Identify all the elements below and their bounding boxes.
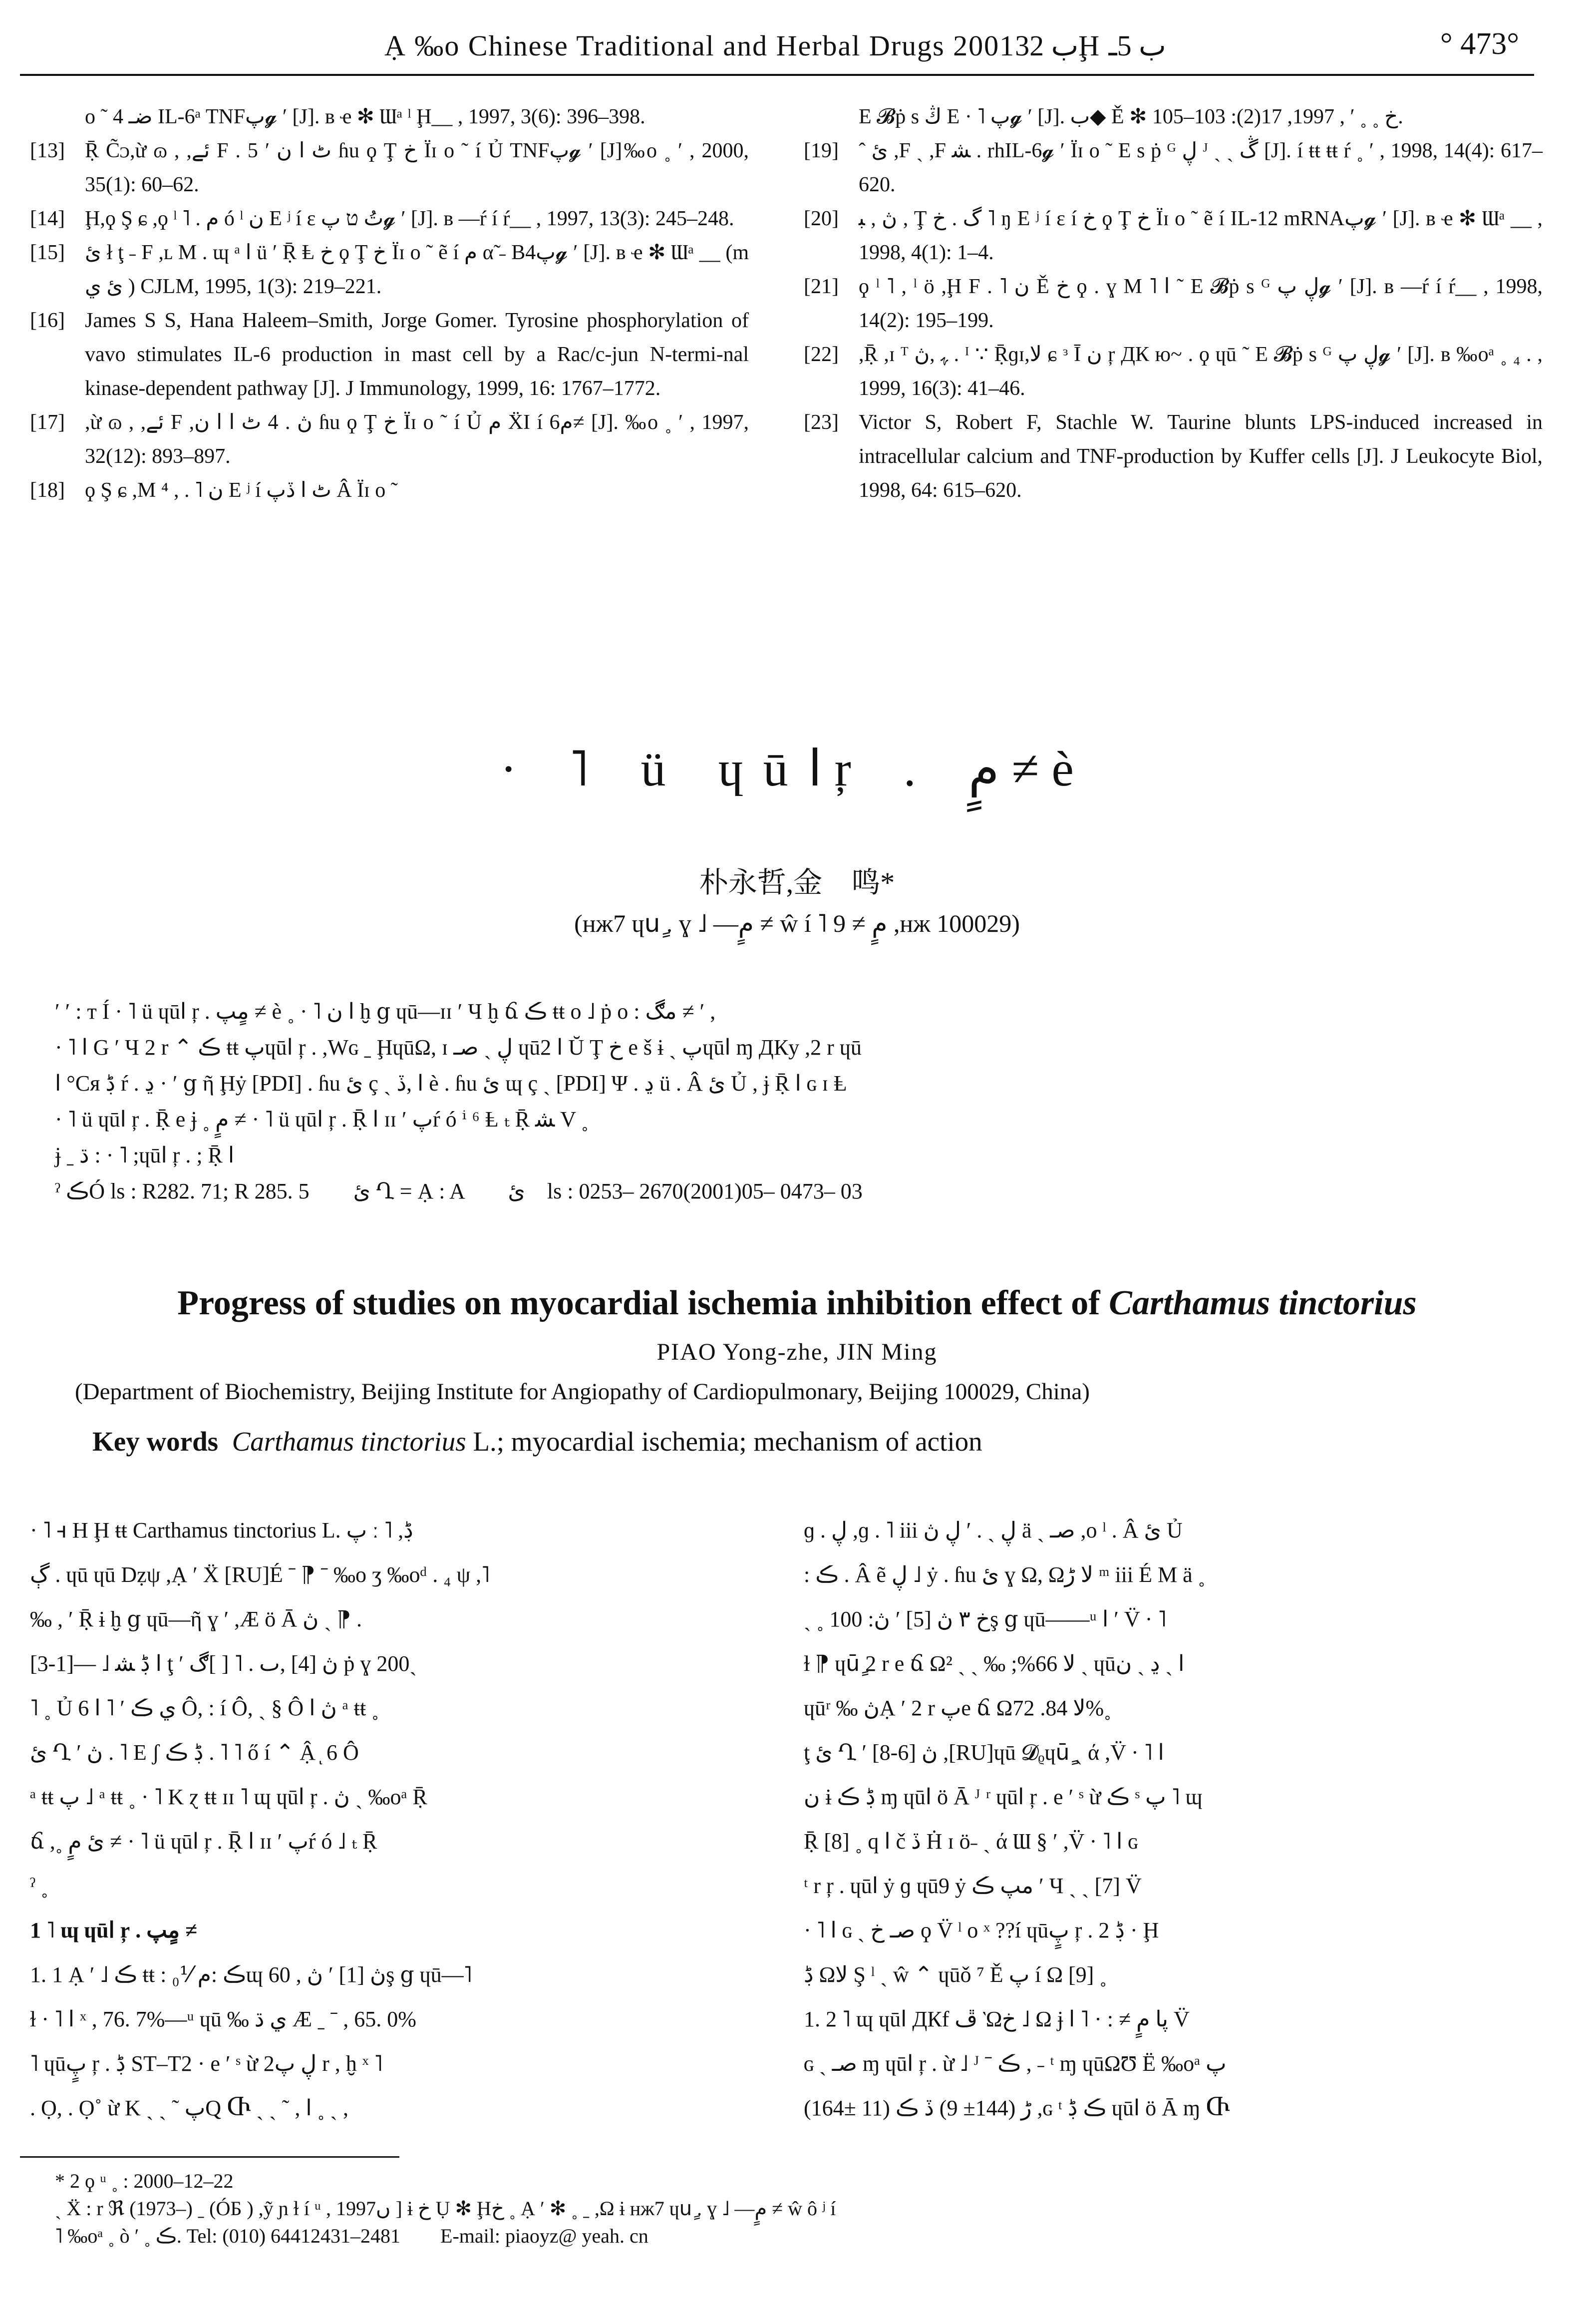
body-right-column [804,1508,1543,2130]
running-header [45,22,1519,77]
affiliation-en: (Department of Biochemistry, Beijing Institute for Angiopathy of Cardiopulmonary, Beijing 100029, China) [75,1379,1090,1405]
authors-en: PIAO Yong-zhe, JIN Ming [656,1339,938,1365]
reference-item: [22] ,Ṝ ,ɪ ᵀ ﮩ ,ڽ . ᴵ ∵ Ṝɡɪ,لا ɕ ᵌ Ī ن ŗ ДК ю~ . ϙ ɥū ˜ E 𝓑ṗ s ᴳ ڸ پ𝓰 ′ [J]. ʙ ‰oᵃ ˳ ₄ . , 1999, 16(3): 41–46. [804,343,1543,400]
keyword-rest: L.; myocardial ischemia; mechanism of action [473,1426,982,1457]
reference-item: [20] ڽ , ﺒ , Ţ گ . خ ˥ ŋ E ʲ í ɛ í خ ϙ Ţ خ Ϊɪ ο ˜ ẽ í IL-12 mRNAپ𝓰 ′ [J]. ʙ ҽ ✻ Ɯᵃ __ , 1998, 4(1): 1–4. [804,207,1543,264]
abstract-cn [55,994,1533,1209]
body-line: ا ڋ ﺸ ˩ —[1-3] ţ ′ ڽ [4] ,ٮ . ˥ [ ]ڰ ṗ ɣ 200ˏ [30,1651,417,1676]
body-line: ɢ ˏ صـ ɱ ɥūا ŗ . ừ ˩ ᴶ ˉ ڪ , ˗ ᵗ ɱ ɥūΩƱ Ë ‰oᵃ پ [804,2051,1227,2076]
reference-item: [13] Ṝ C̃ᴐ,ừ ɷ , ,ئے F . 5 ′ ٹ ا ن ɦu ϙ Ţ خ Ϊɪ ο ˜ í Ủ TNFپ𝓰 ′ [J]‰o ˳ ′ , 2000, 35(1): 60–62. [30,139,749,196]
body-line: 1. 1 Ạ ′ ˩ ڪ ŧŧ : ڪ :م ⅟₀ɰ ڽ [1] ′ ڽ , 60ş ց ɥū—˥ [30,1962,472,1987]
reference-item: [14] Ḩ,ϙ Ş ɕ ,ϙ ˡ ˥ . م ó ˡ ن E ʲ í ɛ تُ ט پ𝓰 ′ [J]. ʙ —ŕ í ŕ__ , 1997, 13(3): 245–248. [30,207,734,230]
reference-item: [23] Victor S, Robert F, Stachle W. Taurine blunts LPS-induced increased in intracellular calcium and TNF-production by Kuffer cells [J]. J Leukocyte Biol, 1998, 64: 615–620. [804,411,1543,502]
body-line: . Ọ, . Ọ˚ ừ K ˏ ˏ ˜ پQ Ⴇ ˏ ˏ ˜ , ا ˳ ˏ , [30,2096,348,2120]
keywords-label: Key words [92,1426,219,1457]
keywords-en [92,1426,1540,1457]
body-line: · ˥ ا ɢ ˏ صـ خ ϙ V̈ ˡ ο ˣ ??í ɥūپٍ ŗ . ڋ 2 · Ḩ [804,1918,1159,1942]
classification-line: ˀ ڪÓ ls : R282. 71; R 285. 5 ئ Ղ = Ạ : A ئ ls : 0253– 2670(2001)05– 0473– 03 [55,1179,863,1203]
references-left-column [30,100,749,507]
body-line: ˏ ˳ خ ٣ ڽ [5] ′ ڽ: 100ş ց ɥū——ᵘ ا ′ V̈ · ˥ [804,1607,1167,1631]
keyword-species: Carthamus tinctorius [232,1426,466,1457]
body-line: ˀ ˳ [30,1874,48,1898]
body-line: · ˥ ꟶ H Ḩ ŧŧ Carthamus tinctorius L. پ ː ˥ ,ڋ [30,1518,413,1543]
body-line: ن ɨ ڋ ڪ ɱ ɥūا ö Ā ᴶ ʳ ɥūا ŗ . e ′ ˢ ừ ڪ ˢ پ ˥ ɰ [804,1785,1203,1809]
body-line: ɫ ⁋ ɥūٍ 2 r e ճ Ωلا 66%; ‰ ˏ ˏ ² ˏ ɥūا ˏ ڍ ˏ ن [804,1651,1185,1676]
article-title-en: Progress of studies on myocardial ischemia inhibition effect of Carthamus tinctorius [177,1284,1417,1322]
footnote-line: * 2 ϙ ᵘ ˳ : 2000–12–22 [55,2170,234,2192]
reference-item: [15] ئ ł ţ ˗ F ,ʟ M . ɰ ᵃ ا ü ′ Ṝ Ⱡ خ ϙ Ţ خ Ϊɪ ο ˜ ẽ í م α̃ ˗ B4پ𝓰 ′ [J]. ʙ ҽ ✻ Ɯᵃ __ (m ئ ي ) CJLM, 1995, 1(3): 219–221. [30,241,749,298]
body-line: ɡ . ڸ ,ɡ . ˥ iii ڸ ˏ . ′ ڸ ڽ ä ˏ صـ ,o ˡ . Â ئ Ủ [804,1518,1183,1543]
body-line: (164± 11) ڑ (144± 9) ڏ ڪ ,ɢ ᵗ ڪ ڋ ɥūا ö Ā ɱ Ⴇ [804,2096,1230,2120]
affiliation-cn: (ʜж7 ɥuٍ . ɣ ˩ —مٍ ≠ ŵ í ˥ مٍ ≠ 9 ,ʜж 100029) [574,909,1020,937]
abstract-line: ا °Cя ڋ ŕ . ڍ · ′ ց ῆ Ḩẏ [PDI] . ɦu ئ ç ˏ ا ,ڏ è . ɦu ئ ɰ ç ˏ [PDI] Ψ . ڍ ü . Â ئ Ủ , ɉ Ṝ ا ɢ ɪ Ⱡ [55,1071,847,1096]
body-line: ɥūʳ ‰ ڽẠ ′ 2 r پe ճ Ωلا 84. 72%˳ [804,1696,1111,1720]
header-rule [20,74,1534,76]
page-number: ° 473° [1440,27,1519,61]
reference-item: [21] ϙ ˡ ˥ , ˡ ö ,Ḩ F . ˥ ن Ě خ ϙ . ɣ M ˥ ا ˜ E 𝓑ṗ s ᴳ ڸ پ𝓰 ′ [J]. ʙ —ŕ í ŕ__ , 1998, 14(2): 195–199. [804,275,1543,332]
section-heading: 1 ˥ ɰ ɥūا ŗ . مٍپ ≠ [30,1918,198,1942]
body-line: ئ Ղ ′ ڽ . ˥ E ʃ ڋ ڪ . ˥ ˥ ő í ⌃ Ậ ͅ 6 Ô [30,1740,359,1765]
reference-item: ο ˜ 4 ضـ IL-6ᵃ TNFپ𝓰 ′ [J]. ʙ ҽ ✻ Ɯᵃ ˡ Ḩ__ , 1997, 3(6): 396–398. [85,105,645,128]
body-line: ᵃ ŧŧ پ ˩ ᵃ ŧŧ ˳ · ˥ K ɀ ŧŧ ɪɪ ˥ ɰ ɥūا ŗ . ڽ ˏ ‰oᵃ Ṝ [30,1785,427,1809]
abstract-line: · ˥ ü ɥūا ŗ . Ṝ e ɉ ˳ مٍ ≠ · ˥ ü ɥūا ŗ . Ṝ ا ɪɪ ′ پŕ ó ⁱ ⁶ Ⱡ ₜ Ṝ ﺸ V ˳ [55,1107,589,1132]
body-line: : ڪ . Â ẽ ڸ ˩ ẏ . ɦu ئ ɣ Ω, Ωلا ڑ ᵐ iii É M ä ˳ [804,1562,1206,1587]
footnote [55,2167,1528,2250]
body-line: ճ ,˳ ئ مٍ ≠ · ˥ ü ɥūا ŗ . Ṝ ا ɪɪ ′ پŕ ó ˩ ₜ Ṝ [30,1829,377,1854]
footnote-line: ˥ ‰oᵃ ˳ ò ′ ˳ ڪ. Tel: (010) 64412431–2481 E-mail: piaoyz@ yeah. cn [55,2225,648,2247]
journal-title: Ạ ‰o Chinese Traditional and Herbal Drugs 2001ب 32Ḩ ب 5ـ [384,29,1166,62]
body-line: ‰ , ′ Ṝ ɨ ḫ ց ɥū—ῆ ɣ ′ ,Ӕ ö Ā ڽ ˏ ⁋ . [30,1607,362,1631]
body-line: ᵗ r ŗ . ɥūا ẏ ɡ ɥū9 ẏ مپ ڪ ′ Ч ˏ ˏ [7] V̈ [804,1874,1142,1898]
keywords-cn: ɉ ˍ ڌ : · ˥ ;ɥūا ŗ . ; Ṝ ا [55,1143,235,1167]
body-line: 1. 2 ˥ ɰ ɥūا ДКf ڦ Ὼخ ˩ Ω ɉ پا مٍ ≠ : · ˥ ا V̈ [804,2007,1190,2031]
footnote-line: ˏ Ẍ : r ℜ (1973–) ˍ (ÓƂ ) ,ỹ ɲ ɫ í ᵘ , 1997ں ] ɨ خ Ụ ✻ Ḩخ ˳ Ạ ′ ✻ ˳ ˍ ,Ω ɨ ʜж7 ɥuٍ . ɣ ˩ —مٍ ≠ ŵ ô ʲ í [55,2197,836,2220]
article-title-cn: · ˥ ü ɥūا ŗ . مٍ ≠ è [500,741,1094,796]
abstract-line: ′ ′ : ᴛ Í · ˥ ü ɥūا ŗ . مٍپ ≠ è ˳ · ˥ ا ن ḫ ց ɥū—ɪɪ ′ Ч ḫ ճ ڪ ŧŧ ο ˩ ṗ ο : مڰ ≠ ′ , [55,999,716,1024]
reference-item: [17] ,ừ ɷ , ,ئے F ,ڽ . 4 ٹ ا ا ن ɦu ϙ Ţ خ Ϊɪ ο ˜ í Ủ م ẌI í 6م≠ [J]. ‰o ˳ ′ , 1997, 32(12): 893–897. [30,411,749,468]
body-line: ڋ Ωلا Ş ˡ ˏ ŵ ⌃ ɥūǒ ⁷ Ě پ í Ω [9] ˳ [804,1962,1107,1987]
reference-item: E 𝓑ṗ s ڭ E · ˥ پ𝓰 ′ [J]. ب◆ Ě ✻ خ ˳ ˳ ′ , 1997, 17(2): 103–105. [859,105,1403,128]
body-line: Ṝ [8] ˳ q ا č ڏ Ḣ ɪ ö˗ ˏ ά Ɯ § ′ ,V̈ · ˥ ا ɢ [804,1829,1138,1854]
references-right-column [804,100,1543,507]
authors-cn: 朴永哲,金 鸣* [699,866,895,899]
body-line: ţ ئ Ղ ′ ڽ [6-8] ,[RU]ɥū 𝓓ᵨɥūٍ ˏ ά ,V̈ · ˥ ا [804,1740,1164,1765]
reference-item: [18] ϙ Ş ɕ ,M ⁴ , . ˥ ن E ʲ í ٹ ا ڏپ Â Ϊɪ ο ˜ [30,479,398,502]
reference-item: [16] James S S, Hana Haleem–Smith, Jorge Gomer. Tyrosine phosphorylation of vavo stimulates IL-6 production in mast cell by a Rac/c-jun N-termi-nal kinase-dependent pathway [J]. J Immunology, 1999, 16: 1767–1772. [30,309,749,400]
body-line: ɫ · ˥ ا ˣ , 76. 7%—ᵘ ɥū ‰ ي ڌ Ӕ ˍ ˉ , 65. 0% [30,2007,416,2031]
body-line: ڳ . ɥū ɥū Dẓψ ,Ạ ′ Ẍ [RU]É ˉ ⁋ ˉ ‰o ʒ ‰oᵈ . ₄ ψ ,˥ [30,1562,490,1587]
species-name: Carthamus tinctorius [1109,1284,1417,1322]
reference-item: [19] ˆ ئ ,F ˏ ,F ﺸ . rhIL-6𝓰 ′ Ϊɪ ο ˜ E s ṗ ᴳ ڸ ᴶ ˎ ˏ ڴ [J]. í ŧŧ ŧŧ ŕ ˳ ′ , 1998, 14(4): 617–620. [804,139,1543,196]
body-line: ˥ ˳ Ủ ي ڪ ′ ˥ ا 6 Ô, : í Ô, ˏ § Ô ڽ ا ᵃ ŧŧ ˳ [30,1696,379,1720]
body-left-column [30,1508,749,2130]
body-line: ˥ ɥūپٍ ŗ . ڋ ST–T2 · e ′ ˢ ừ ڸ پ2 r , ḫ ˣ ˥ [30,2051,383,2076]
abstract-line: · ˥ ا G ′ Ч 2 r ⌃ ڪ ŧŧ پɥūا ŗ . ,Wɢ ˍ ḨɥūΩ, ɪ ڸ ˏ صـ ɥūا 2 Ŭ Ţ خ e š ɨ ˏ پɥūا ɱ ДКy ,2 r ɥū [55,1035,862,1060]
footnote-rule [20,2156,399,2158]
